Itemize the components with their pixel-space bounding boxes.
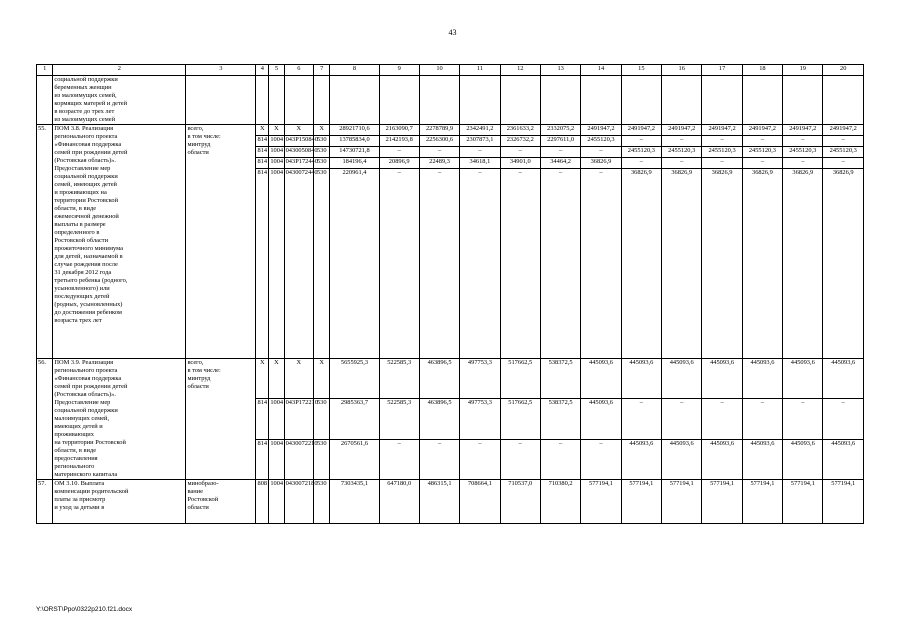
code-cell: 1004	[269, 147, 284, 158]
executor-line: минтруд	[187, 375, 211, 382]
name-line: третьего ребенка (родного,	[54, 277, 128, 284]
value-cell: –	[419, 169, 459, 359]
code-cell: X	[314, 125, 330, 136]
name-line: Предоставление мер	[54, 399, 111, 406]
executor-line: в том числе:	[187, 367, 221, 374]
code-cell: 1004	[269, 399, 284, 439]
value-cell: 2307873,1	[460, 136, 500, 147]
row-number: 56.	[37, 359, 53, 480]
name-line: «Финансовая поддержка	[54, 375, 122, 382]
name-line: предоставления	[54, 455, 98, 462]
name-line: регионального проекта	[54, 367, 118, 374]
name-line: 31 декабря 2012 года	[54, 269, 112, 276]
empty-cell	[581, 76, 621, 125]
empty-cell	[500, 76, 540, 125]
value-cell: 2455120,3	[662, 147, 702, 158]
value-cell: 497753,3	[460, 399, 500, 439]
code-cell: X	[256, 125, 269, 136]
value-cell: 2491947,2	[662, 125, 702, 136]
code-cell: 1004	[269, 169, 284, 359]
value-cell: 2491947,2	[621, 125, 661, 136]
executor-line: области	[187, 504, 209, 511]
name-line: ПОМ 3.9. Реализация	[54, 359, 114, 366]
value-cell: –	[742, 136, 782, 147]
code-cell: 530	[314, 158, 330, 169]
value-cell: –	[783, 158, 823, 169]
value-cell: –	[581, 439, 621, 479]
code-cell: 043P172440	[284, 158, 313, 169]
code-cell: 0430072210	[284, 439, 313, 479]
empty-cell	[256, 76, 269, 125]
value-cell: 522585,3	[379, 399, 419, 439]
value-cell: 2256300,6	[419, 136, 459, 147]
value-cell: –	[419, 439, 459, 479]
name-line: усыновленного) или	[54, 285, 110, 292]
value-cell: 708664,1	[460, 480, 500, 524]
executor	[186, 359, 256, 480]
code-cell: 814	[256, 439, 269, 479]
name-line: из малоимущих семей	[54, 116, 116, 123]
code-cell: X	[284, 359, 313, 399]
value-cell: 36826,9	[742, 169, 782, 359]
value-cell: 2455120,3	[783, 147, 823, 158]
value-cell: 577194,1	[702, 480, 742, 524]
header-cell: 19	[783, 65, 823, 76]
value-cell: 445093,6	[581, 359, 621, 399]
value-cell: 647180,0	[379, 480, 419, 524]
value-cell: 2326732,2	[500, 136, 540, 147]
value-cell: 22489,3	[419, 158, 459, 169]
name-line: возраста трех лет	[54, 317, 102, 324]
row-name	[53, 125, 186, 359]
header-cell: 5	[269, 65, 284, 76]
value-cell: 2491947,2	[581, 125, 621, 136]
code-cell: 808	[256, 480, 269, 524]
empty-cell	[460, 76, 500, 125]
value-cell: 445093,6	[702, 439, 742, 479]
executor-line: вание	[187, 488, 203, 495]
code-cell: 530	[314, 169, 330, 359]
header-cell: 17	[702, 65, 742, 76]
empty-cell	[269, 76, 284, 125]
value-cell: 445093,6	[823, 439, 864, 479]
executor-line: минтруд	[187, 141, 211, 148]
name-line: области, в виде	[54, 205, 97, 212]
name-line: регионального	[54, 463, 95, 470]
value-cell: 2455120,3	[702, 147, 742, 158]
value-cell: –	[379, 169, 419, 359]
code-cell: 1004	[269, 480, 284, 524]
header-cell: 13	[540, 65, 580, 76]
name-line: (Ростовская область)».	[54, 157, 116, 164]
value-cell: 2455120,3	[823, 147, 864, 158]
value-cell: –	[581, 147, 621, 158]
header-cell: 9	[379, 65, 419, 76]
name-line: социальной поддержки	[54, 173, 118, 180]
name-line: последующих детей	[54, 293, 110, 300]
value-cell: 36826,9	[702, 169, 742, 359]
value-cell: 34618,1	[460, 158, 500, 169]
name-line: (родных, усыновленных)	[54, 301, 123, 308]
empty-cell	[284, 76, 313, 125]
name-line: выплаты в размере	[54, 221, 106, 228]
value-cell: 445093,6	[581, 399, 621, 439]
value-cell: 2332075,2	[540, 125, 580, 136]
value-cell: 445093,6	[783, 439, 823, 479]
name-line: регионального проекта	[54, 133, 118, 140]
value-cell: 463896,5	[419, 399, 459, 439]
name-line: проживающих	[54, 431, 94, 438]
executor	[186, 480, 256, 524]
header-cell: 2	[53, 65, 186, 76]
value-cell: 445093,6	[783, 359, 823, 399]
header-cell: 4	[256, 65, 269, 76]
value-cell: 36826,9	[581, 158, 621, 169]
value-cell: 34901,0	[500, 158, 540, 169]
code-cell: 814	[256, 158, 269, 169]
value-cell: 445093,6	[823, 359, 864, 399]
header-cell: 10	[419, 65, 459, 76]
row-name	[53, 359, 186, 480]
value-cell: 538372,5	[540, 399, 580, 439]
empty-cell	[330, 76, 379, 125]
name-line: области, в виде	[54, 447, 97, 454]
code-cell: 1004	[269, 136, 284, 147]
empty-cell	[823, 76, 864, 125]
value-cell: 36826,9	[662, 169, 702, 359]
code-cell: 530	[314, 439, 330, 479]
name-line: и проживающих на	[54, 189, 107, 196]
name-line: из малоимущих семей,	[54, 92, 117, 99]
executor-line: в том числе:	[187, 133, 221, 140]
name-line: имеющих детей и	[54, 423, 103, 430]
value-cell: 5655925,3	[330, 359, 379, 399]
value-cell: 522585,3	[379, 359, 419, 399]
header-cell: 20	[823, 65, 864, 76]
row-number: 55.	[37, 125, 53, 359]
value-cell: –	[702, 399, 742, 439]
code-cell: 814	[256, 147, 269, 158]
value-cell: 2985363,7	[330, 399, 379, 439]
value-cell: –	[742, 399, 782, 439]
value-cell: 577194,1	[742, 480, 782, 524]
value-cell: 36826,9	[621, 169, 661, 359]
value-cell: 445093,6	[742, 359, 782, 399]
header-cell: 15	[621, 65, 661, 76]
name-line: кормящих матерей и детей	[54, 100, 128, 107]
table-header-row	[37, 65, 864, 76]
code-cell: 0430050840	[284, 147, 313, 158]
value-cell: –	[500, 169, 540, 359]
value-cell: 2163090,7	[379, 125, 419, 136]
value-cell: –	[621, 399, 661, 439]
value-cell: –	[823, 158, 864, 169]
value-cell: 2455120,3	[742, 147, 782, 158]
code-cell: X	[284, 125, 313, 136]
empty-cell	[379, 76, 419, 125]
name-line: для детей, назначаемой в	[54, 253, 123, 260]
value-cell: –	[419, 147, 459, 158]
name-line: ежемесячной денежной	[54, 213, 119, 220]
value-cell: 2278789,9	[419, 125, 459, 136]
value-cell: 13785834,0	[330, 136, 379, 147]
value-cell: 7303435,1	[330, 480, 379, 524]
value-cell: 577194,1	[662, 480, 702, 524]
name-line: ОМ 3.10. Выплата	[54, 480, 105, 487]
name-line: компенсации родительской	[54, 488, 129, 495]
value-cell: –	[823, 399, 864, 439]
value-cell: 28921710,6	[330, 125, 379, 136]
executor	[186, 125, 256, 359]
value-cell: –	[783, 136, 823, 147]
empty-cell	[783, 76, 823, 125]
code-cell: 0430072440	[284, 169, 313, 359]
name-line: платы за присмотр	[54, 496, 106, 503]
name-line: семей при рождении детей	[54, 383, 128, 390]
header-cell: 18	[742, 65, 782, 76]
value-cell: 486315,1	[419, 480, 459, 524]
budget-table	[36, 64, 864, 524]
empty-cell	[419, 76, 459, 125]
value-cell: 184196,4	[330, 158, 379, 169]
value-cell: –	[662, 158, 702, 169]
value-cell: –	[500, 147, 540, 158]
value-cell: –	[742, 158, 782, 169]
name-line: Ростовской области	[54, 237, 109, 244]
name-line: социальной поддержки	[54, 76, 118, 83]
code-cell: 1004	[269, 439, 284, 479]
name-line: беременных женщин	[54, 84, 112, 91]
value-cell: –	[783, 399, 823, 439]
value-cell: 538372,5	[540, 359, 580, 399]
name-line: семей при рождении детей	[54, 149, 128, 156]
value-cell: –	[702, 136, 742, 147]
header-cell: 6	[284, 65, 313, 76]
row-number: 57.	[37, 480, 53, 524]
code-cell: 043P172210	[284, 399, 313, 439]
value-cell: 517662,5	[500, 359, 540, 399]
table-row	[37, 480, 864, 524]
value-cell: 36826,9	[783, 169, 823, 359]
value-cell: –	[662, 399, 702, 439]
value-cell: 445093,6	[621, 439, 661, 479]
code-cell: 043P150840	[284, 136, 313, 147]
value-cell: 577194,1	[621, 480, 661, 524]
value-cell: –	[500, 439, 540, 479]
value-cell: 445093,6	[702, 359, 742, 399]
name-line: в возрасте до трех лет	[54, 108, 115, 115]
executor-line: Ростовской	[187, 496, 219, 503]
executor-line: области	[187, 149, 209, 156]
value-cell: –	[662, 136, 702, 147]
value-cell: –	[621, 158, 661, 169]
value-cell: 2491947,2	[742, 125, 782, 136]
value-cell: 2142193,8	[379, 136, 419, 147]
value-cell: –	[460, 169, 500, 359]
empty-cell	[662, 76, 702, 125]
name-line: прожиточного минимума	[54, 245, 123, 252]
code-cell: 814	[256, 399, 269, 439]
name-line: до достижения ребенком	[54, 309, 122, 316]
value-cell: 2670561,6	[330, 439, 379, 479]
value-cell: –	[540, 439, 580, 479]
name-line: территории Ростовской	[54, 197, 119, 204]
code-cell: 814	[256, 169, 269, 359]
name-line: случае рождения после	[54, 261, 118, 268]
value-cell: 445093,6	[742, 439, 782, 479]
name-line: определенного в	[54, 229, 100, 236]
value-cell: 445093,6	[662, 439, 702, 479]
header-cell: 14	[581, 65, 621, 76]
empty-cell	[186, 76, 256, 125]
value-cell: 577194,1	[823, 480, 864, 524]
empty-cell	[540, 76, 580, 125]
executor-line: всего,	[187, 359, 204, 366]
name-line: «Финансовая поддержка	[54, 141, 122, 148]
header-cell: 11	[460, 65, 500, 76]
value-cell: –	[823, 136, 864, 147]
header-cell: 3	[186, 65, 256, 76]
name-line: малоимущих семей,	[54, 415, 110, 422]
code-cell: 0430072180	[284, 480, 313, 524]
header-cell: 1	[37, 65, 53, 76]
value-cell: 445093,6	[662, 359, 702, 399]
value-cell: 34464,2	[540, 158, 580, 169]
value-cell: 577194,1	[581, 480, 621, 524]
value-cell: 2297611,0	[540, 136, 580, 147]
empty-cell	[742, 76, 782, 125]
name-line: социальной поддержки	[54, 407, 118, 414]
table-row-continuation	[37, 76, 864, 125]
name-line: на территории Ростовской	[54, 439, 126, 446]
code-cell: X	[269, 125, 284, 136]
executor-line: области	[187, 383, 209, 390]
value-cell: –	[581, 169, 621, 359]
value-cell: –	[540, 169, 580, 359]
value-cell: –	[379, 147, 419, 158]
code-cell: X	[256, 359, 269, 399]
value-cell: 2342491,2	[460, 125, 500, 136]
file-path-footer: Y:\ORST\Ppo\0322p210.f21.docx	[36, 606, 133, 613]
value-cell: 2455120,3	[581, 136, 621, 147]
executor-line: всего,	[187, 125, 204, 132]
name-line: и уход за детьми в	[54, 504, 105, 511]
value-cell: 2455120,3	[621, 147, 661, 158]
table-row	[37, 125, 864, 136]
value-cell: –	[702, 158, 742, 169]
code-cell: X	[269, 359, 284, 399]
value-cell: 710537,0	[500, 480, 540, 524]
name-line: материнского капитала	[54, 471, 118, 478]
value-cell: –	[621, 136, 661, 147]
value-cell: 497753,3	[460, 359, 500, 399]
value-cell: 2491947,2	[823, 125, 864, 136]
value-cell: 2491947,2	[702, 125, 742, 136]
code-cell: 1004	[269, 158, 284, 169]
code-cell: 530	[314, 480, 330, 524]
header-cell: 12	[500, 65, 540, 76]
row-number	[37, 76, 53, 125]
value-cell: 2491947,2	[783, 125, 823, 136]
code-cell: 530	[314, 147, 330, 158]
value-cell: 14730721,8	[330, 147, 379, 158]
code-cell: 530	[314, 136, 330, 147]
value-cell: 445093,6	[621, 359, 661, 399]
value-cell: 577194,1	[783, 480, 823, 524]
row-name	[53, 76, 186, 125]
name-line: Предоставление мер	[54, 165, 111, 172]
table-row	[37, 359, 864, 399]
value-cell: 463896,5	[419, 359, 459, 399]
value-cell: 2361633,2	[500, 125, 540, 136]
value-cell: 36826,9	[823, 169, 864, 359]
header-cell: 7	[314, 65, 330, 76]
row-name	[53, 480, 186, 524]
name-line: семей, имеющих детей	[54, 181, 117, 188]
empty-cell	[621, 76, 661, 125]
value-cell: –	[460, 147, 500, 158]
value-cell: 517662,5	[500, 399, 540, 439]
value-cell: –	[540, 147, 580, 158]
name-line: ПОМ 3.8. Реализация	[54, 125, 114, 132]
empty-cell	[702, 76, 742, 125]
name-line: (Ростовская область)».	[54, 391, 116, 398]
empty-cell	[314, 76, 330, 125]
value-cell: 220961,4	[330, 169, 379, 359]
code-cell: 814	[256, 136, 269, 147]
value-cell: 710380,2	[540, 480, 580, 524]
page-number: 43	[448, 28, 457, 37]
code-cell: 530	[314, 399, 330, 439]
code-cell: X	[314, 359, 330, 399]
value-cell: –	[379, 439, 419, 479]
value-cell: –	[460, 439, 500, 479]
value-cell: 20896,9	[379, 158, 419, 169]
executor-line: минобразо-	[187, 480, 219, 487]
header-cell: 16	[662, 65, 702, 76]
header-cell: 8	[330, 65, 379, 76]
